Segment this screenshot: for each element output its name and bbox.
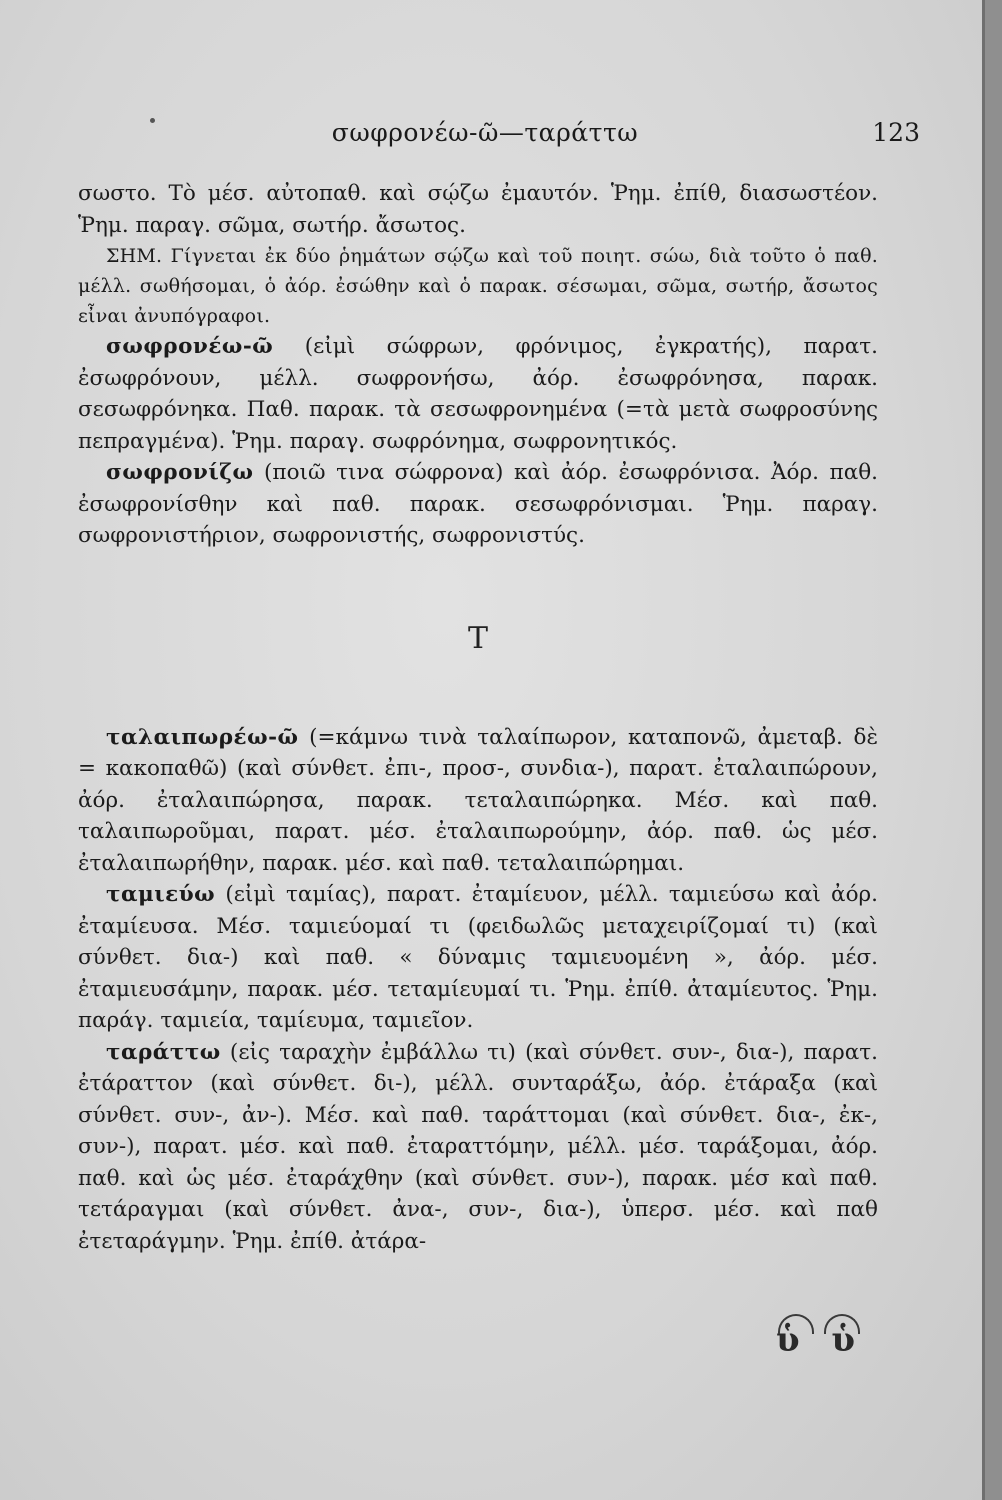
running-head: σωφρονέω-ῶ—ταράττω	[331, 118, 639, 147]
entry-sophroneo	[78, 331, 878, 457]
entry-sophroneo-body: (εἰμὶ σώφρων, φρόνιμος, ἐγκρατής), παρατ. ἐσωφρόνουν, μέλλ. σωφρονήσω, ἀόρ. ἐσωφρόνησα, παρακ. σεσωφρόνηκα. Παθ. παρακ. τὰ σεσωφρονημένα (=τὰ μετὰ σωφροσύνης πεπραγμένα). Ῥημ. παραγ. σωφρόνημα, σωφρονητικός.	[78, 334, 878, 454]
dictionary-text	[78, 178, 878, 1257]
signature-glyphs: ὑ ὑ	[776, 1320, 866, 1360]
lemma-taratto: ταράττω	[106, 1039, 221, 1065]
lemma-sophronizo: σωφρονίζω	[106, 460, 254, 485]
section-gap-after	[78, 662, 878, 722]
entry-talaiporeo	[78, 722, 878, 880]
entry-tamieuo	[78, 879, 878, 1037]
lemma-sophroneo: σωφρονέω-ῶ	[106, 334, 274, 359]
entry-talaiporeo-body: (=κάμνω τινὰ ταλαίπωρον, καταπονῶ, ἀμεταβ. δὲ = κακοπαθῶ) (καὶ σύνθετ. ἐπι-, προσ-, συνδια-), παρατ. ἐταλαιπώρουν, ἀόρ. ἐταλαιπώρησα, παρακ. τεταλαιπώρηκα. Μέσ. καὶ παθ. ταλαιπωροῦμαι, παρατ. μέσ. ἐταλαιπωρούμην, ἀόρ. παθ. ὡς μέσ. ἐταλαιπωρήθην, παρακ. μέσ. καὶ παθ. τεταλαιπώρημαι.	[78, 724, 878, 876]
note-sem: ΣΗΜ. Γίγνεται ἐκ δύο ῥημάτων σῴζω καὶ τοῦ ποιητ. σώω, διὰ τοῦτο ὁ παθ. μέλλ. σωθήσομαι, ὁ ἀόρ. ἐσώθην καὶ ὁ παρακ. σέσωμαι, σῶμα, σωτήρ, ἄσωτος εἶναι ἀνυπόγραφοι.	[78, 245, 878, 327]
arch-mark-right	[824, 1314, 860, 1334]
entry-sophronizo	[78, 457, 878, 552]
entry-sozo-continuation: σωστο. Τὸ μέσ. αὐτοπαθ. καὶ σῴζω ἐμαυτόν. Ῥημ. ἐπίθ, διασωστέον. Ῥημ. παραγ. σῶμα, σωτήρ. ἄσωτος.	[78, 181, 878, 238]
arch-mark-left	[778, 1314, 814, 1334]
entry-sophronizo-body: (ποιῶ τινα σώφρονα) καὶ ἀόρ. ἐσωφρόνισα. Ἀόρ. παθ. ἐσωφρονίσθην καὶ παθ. παρακ. σεσωφρόνισμαι. Ῥημ. παραγ. σωφρονιστήριον, σωφρονιστής, σωφρονιστύς.	[78, 460, 878, 548]
page-number: 123	[872, 118, 920, 147]
entry-taratto-body: (εἰς ταραχὴν ἐμβάλλω τι) (καὶ σύνθετ. συν-, δια-), παρατ. ἐτάραττον (καὶ σύνθετ. δι-), μέλλ. συνταράξω, ἀόρ. ἐτάραξα (καὶ σύνθετ. συν-, ἀν-). Μέσ. καὶ παθ. ταράττομαι (καὶ σύνθετ. δια-, ἐκ-, συν-), παρατ. μέσ. καὶ παθ. ἐταραττόμην, μέλλ. μέσ. ταράξομαι, ἀόρ. παθ. καὶ ὡς μέσ. ἐταράχθην (καὶ σύνθετ. συν-), παρακ. μέσ καὶ παθ. τετάραγμαι (καὶ σύνθετ. ἀνα-, συν-, δια-), ὑπερσ. μέσ. καὶ παθ ἐτεταράγμην. Ῥημ. ἐπίθ. ἀτάρα-	[78, 1039, 878, 1254]
lemma-talaiporeo: ταλαιπωρέω-ῶ	[106, 724, 299, 750]
entry-taratto	[78, 1037, 878, 1258]
page-header	[90, 118, 920, 158]
section-letter: Τ	[467, 620, 488, 656]
entry-tamieuo-body: (εἰμὶ ταμίας), παρατ. ἐταμίευον, μέλλ. ταμιεύσω καὶ ἀόρ. ἐταμίευσα. Μέσ. ταμιεύομαί τι (φειδωλῶς μεταχειρίζομαί τι) (καὶ σύνθετ. δια-) καὶ παθ. « δύναμις ταμιευομένη », ἀόρ. μέσ. ἐταμιευσάμην, παρακ. μέσ. τεταμίευμαί τι. Ῥημ. ἐπίθ. ἀταμίευτος. Ῥημ. παράγ. ταμιεία, ταμίευμα, ταμιεῖον.	[78, 882, 878, 1033]
signature-mark	[776, 1320, 866, 1380]
section-gap	[78, 552, 878, 616]
lemma-tamieuo: ταμιεύω	[106, 882, 216, 907]
